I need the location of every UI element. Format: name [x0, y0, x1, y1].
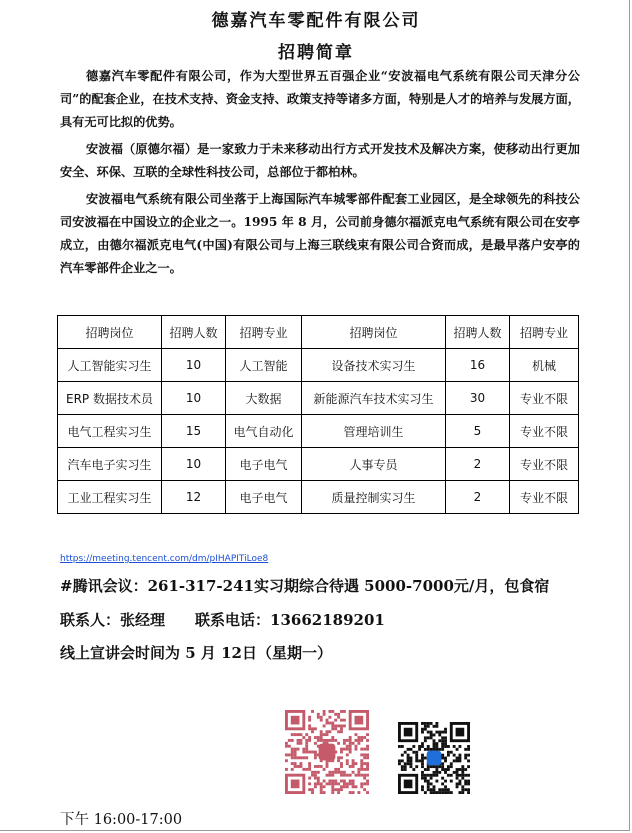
cell-count: 10	[162, 382, 226, 415]
cell-major: 电子电气	[226, 481, 302, 514]
session-date: 线上宣讲会时间为 5 月 12日（星期一）	[60, 644, 332, 662]
header-position: 招聘岗位	[302, 316, 446, 349]
cell-count: 2	[446, 448, 510, 481]
cell-count: 2	[446, 481, 510, 514]
table-row	[58, 382, 579, 415]
table-row	[58, 481, 579, 514]
table-row	[58, 349, 579, 382]
cell-major: 大数据	[226, 382, 302, 415]
tencent-meeting-qr-code-icon	[398, 722, 470, 794]
header-position: 招聘岗位	[58, 316, 162, 349]
table-row	[58, 448, 579, 481]
wechat-qr-code-icon	[285, 710, 369, 794]
cell-major: 专业不限	[510, 481, 579, 514]
contact-person: 联系人：张经理	[60, 611, 166, 629]
cell-count: 15	[162, 415, 226, 448]
cell-position: 质量控制实习生	[302, 481, 446, 514]
cell-position: ERP 数据技术员	[58, 382, 162, 415]
cell-position: 汽车电子实习生	[58, 448, 162, 481]
cell-major: 专业不限	[510, 382, 579, 415]
table-header-row	[58, 316, 579, 349]
cell-major: 机械	[510, 349, 579, 382]
cell-count: 30	[446, 382, 510, 415]
cell-position: 人事专员	[302, 448, 446, 481]
document-subtitle: 招聘简章	[278, 43, 354, 63]
recruitment-table	[57, 315, 579, 514]
cell-count: 16	[446, 349, 510, 382]
cell-position: 管理培训生	[302, 415, 446, 448]
meeting-info: #腾讯会议：261-317-241实习期综合待遇 5000-7000元/月，包食宿	[60, 577, 550, 595]
cell-count: 12	[162, 481, 226, 514]
header-major: 招聘专业	[510, 316, 579, 349]
header-count: 招聘人数	[162, 316, 226, 349]
cell-major: 电气自动化	[226, 415, 302, 448]
cell-position: 电气工程实习生	[58, 415, 162, 448]
cell-position: 新能源汽车技术实习生	[302, 382, 446, 415]
header-count: 招聘人数	[446, 316, 510, 349]
cell-count: 5	[446, 415, 510, 448]
header-major: 招聘专业	[226, 316, 302, 349]
cell-count: 10	[162, 349, 226, 382]
contact-line	[60, 609, 385, 630]
cell-count: 10	[162, 448, 226, 481]
cell-major: 电子电气	[226, 448, 302, 481]
company-title: 德嘉汽车零配件有限公司	[211, 11, 421, 31]
intro-paragraph-1: 德嘉汽车零配件有限公司，作为大型世界五百强企业“安波福电气系统有限公司天津分公司”的配套企业，在技术支持、资金支持、政策支持等诸多方面，特别是人才的培养与发展方面，具有无可比拟的优势。	[60, 69, 580, 129]
intro-paragraph-2: 安波福（原德尔福）是一家致力于未来移动出行方式开发技术及解决方案，使移动出行更加安全、环保、互联的全球性科技公司，总部位于都柏林。	[60, 142, 580, 179]
cell-major: 人工智能	[226, 349, 302, 382]
intro-paragraph-3: 安波福电气系统有限公司坐落于上海国际汽车城零部件配套工业园区，是全球领先的科技公司安波福在中国设立的企业之一。1995 年 8 月，公司前身德尔福派克电气系统有限公司在安亭成立，由德尔福派克电气(中国)有限公司与上海三联线束有限公司合资而成，是最早落户安亭的汽车零部件企业之一。	[60, 192, 580, 275]
cell-position: 工业工程实习生	[58, 481, 162, 514]
cell-position: 设备技术实习生	[302, 349, 446, 382]
cell-major: 专业不限	[510, 415, 579, 448]
contact-phone: 联系电话：13662189201	[195, 611, 385, 629]
meeting-link[interactable]: https://meeting.tencent.com/dm/pIHAPITiLoe8	[60, 554, 269, 564]
table-row	[58, 415, 579, 448]
session-time: 下午 16:00-17:00	[60, 812, 183, 828]
cell-major: 专业不限	[510, 448, 579, 481]
cell-position: 人工智能实习生	[58, 349, 162, 382]
